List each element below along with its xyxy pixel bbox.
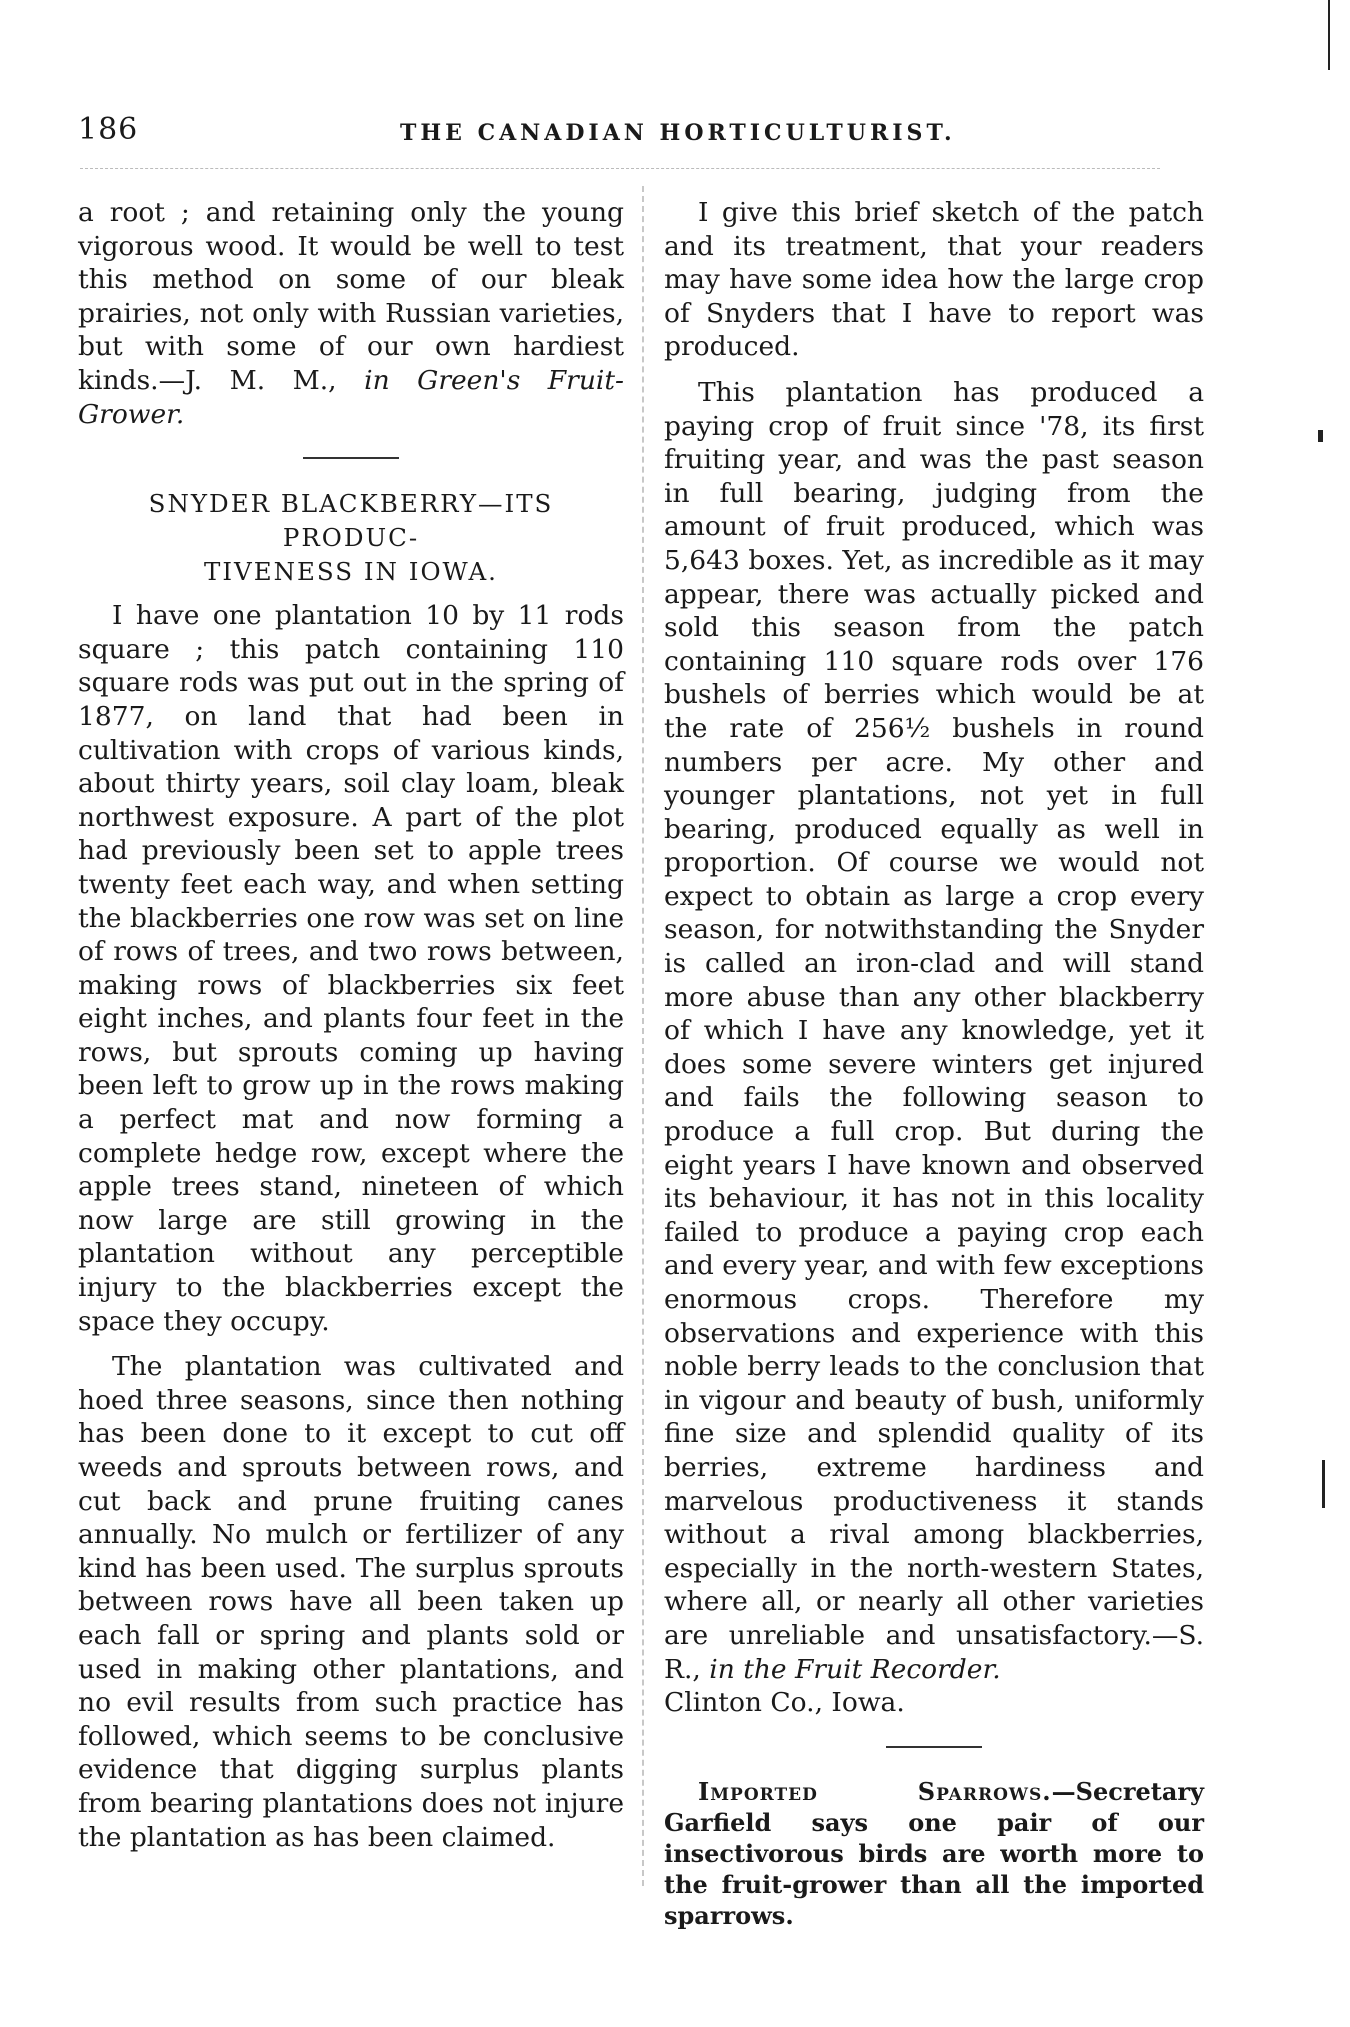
section-rule xyxy=(303,457,399,459)
scan-edge-mark xyxy=(1328,0,1330,70)
article-heading-line-1: SNYDER BLACKBERRY—ITS PRODUC- xyxy=(148,489,554,553)
page-number: 186 xyxy=(78,112,139,147)
carryover-text: a root ; and retaining only the young vigorous wood. It would be well to test this method on some of our bleak prairies, not only with Russian varieties, but with some of our own hardiest kinds.—J. M. M., xyxy=(78,197,624,396)
section-rule-2 xyxy=(886,1746,982,1748)
article-paragraph-3: I give this brief sketch of the patch and its treatment, that your readers may have some idea how the large crop of Snyders that I have to report was produced. xyxy=(664,197,1204,363)
header-rule xyxy=(80,168,1160,169)
carryover-source: in Green's Fruit-Grower. xyxy=(78,364,624,430)
article-paragraph-1: I have one plantation 10 by 11 rods square ; this patch containing 110 square rods was put out in the spring of 1877, on land that had been in cultivation with crops of various kinds, about thirty years, soil clay loam, bleak northwest exposure. A part of the plot had previously been set to apple trees twenty feet each way, and when setting the blackberries one row was set on line of rows of trees, and two rows between, making rows of blackberries six feet eight inches, and plants four feet in the rows, but sprouts coming up having been left to grow up in the rows making a perfect mat and now forming a complete hedge row, except where the apple trees stand, nineteen of which now large are still growing in the plantation without any perceptible injury to the blackberries except the space they occupy. xyxy=(78,600,624,1337)
article-paragraph-4-text: This plantation has produced a paying crop of fruit since '78, its first fruiting year, and was the past season in full bearing, judging from the amount of fruit produced, which was 5,643 boxes. Yet, as incredible as it may appear, there was actually picked and sold this season from the patch containing 110 square rods over 176 bushels of berries which would be at the rate of 256½ bushels in round numbers per acre. My other and younger plantations, not yet in full bearing, produced equally as well in proportion. Of course we would not expect to obtain as large a crop every season, for notwithstanding the Snyder is called an iron-clad and will stand more abuse than any other blackberry of which I have any knowledge, yet it does some severe winters get injured and fails the following season to produce a full crop. But during the eight years I have known and observed its behaviour, it has not in this locality failed to produce a paying crop each and every year, and with few exceptions enormous crops. Therefore my observations and experience with this noble berry leads to the conclusion that in vigour and beauty of bush, uniformly fine size and splendid quality of its berries, extreme hardiness and marvelous productiveness it stands without a rival among blackberries, especially in the north-western States, where all, or nearly all other varieties are unreliable and unsatisfactory.—S. R., xyxy=(664,376,1204,1685)
column-divider xyxy=(642,186,644,1886)
article-heading-line-2: TIVENESS IN IOWA. xyxy=(204,557,498,587)
running-title: THE CANADIAN HORTICULTURIST. xyxy=(400,120,956,146)
right-column xyxy=(664,196,1204,1931)
note-title: Imported Sparrows. xyxy=(698,1776,1052,1806)
article-paragraph-4 xyxy=(664,376,1204,1686)
left-column xyxy=(78,196,624,1854)
article-paragraph-2: The plantation was cultivated and hoed three seasons, since then nothing has been done to it except to cut off weeds and sprouts between rows, and cut back and prune fruiting canes annually. No mulch or fertilizer of any kind has been used. The surplus sprouts between rows have all been taken up each fall or spring and plants sold or used in making other plantations, and no evil results from such practice has followed, which seems to be conclusive evidence that digging surplus plants from bearing plantations does not injure the plantation as has been claimed. xyxy=(78,1351,624,1853)
signature-source: in the Fruit Recorder. xyxy=(709,1653,1001,1685)
article-heading xyxy=(78,487,624,589)
carryover-paragraph xyxy=(78,196,624,431)
note-paragraph xyxy=(664,1776,1204,1931)
scan-edge-mark xyxy=(1322,1460,1325,1508)
place-line: Clinton Co., Iowa. xyxy=(664,1687,905,1719)
scan-edge-mark xyxy=(1318,430,1323,442)
note-body: —Secretary Garfield says one pair of our insectivorous birds are worth more to the fruit-grower than all the imported sparrows. xyxy=(664,1776,1204,1930)
